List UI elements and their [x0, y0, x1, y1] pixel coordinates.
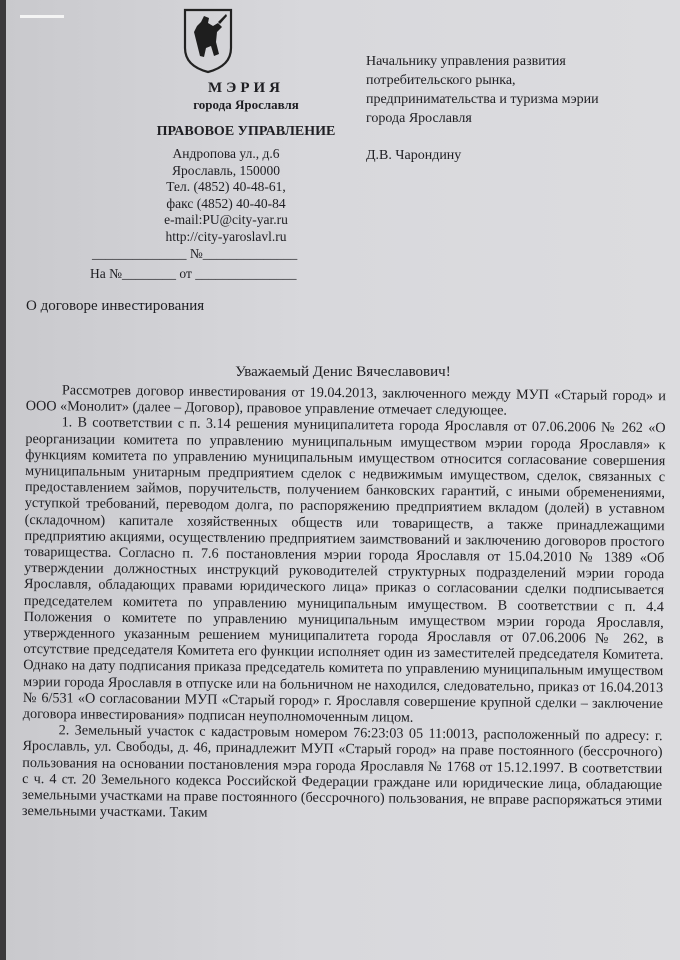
city-name: города Ярославля [193, 97, 299, 112]
recipient-line: потребительского рынка, [366, 73, 516, 88]
fax-line: факс (4852) 40-40-84 [166, 195, 286, 211]
address-line: Ярославль, 150000 [172, 162, 280, 178]
letter-sheet [6, 0, 680, 960]
mayor-office-title: МЭРИЯ [208, 80, 284, 96]
recipient-line: Начальнику управления развития [366, 54, 566, 69]
city-coat-of-arms-icon [182, 8, 234, 74]
outgoing-number-line: ______________ №______________ [92, 246, 298, 261]
website-line: http://city-yaroslavl.ru [165, 228, 287, 244]
top-edge-mark [20, 15, 64, 18]
letter-body [22, 382, 666, 826]
recipient-block [366, 52, 666, 165]
email-line: e-mail:PU@city-yar.ru [164, 212, 288, 227]
address-line: Андропова ул., д.6 [172, 146, 280, 161]
point-2-paragraph: 2. Земельный участок с кадастровым номером 76:23:03 05 11:0013, расположенный по адресу: г. Ярославль, ул. Свободы, д. 46, принадлежит МУП «Старый город» на праве постоянного (бессрочного) пользования на основании постановления мэра города Ярославля № 1768 от 15.12.1997. В соответствии с ч. 4 ст. 20 Земельного кодекса Российской Федерации граждане или юридические лица, обладающие земельными участками на праве постоянного (бессрочного) пользования, не вправе распоряжаться этими земельными участками. Таким [21, 722, 663, 822]
sender-address [126, 146, 326, 245]
intro-paragraph: Рассмотрев договор инвестирования от 19.04.2013, заключенного между МУП «Старый город» и ООО «Монолит» (далее – Договор), правовое управление отмечает следующее. [25, 382, 666, 419]
phone-line: Тел. (4852) 40-48-61, [166, 179, 286, 194]
letter-subject: О договоре инвестирования [26, 298, 205, 314]
reply-reference-line: На №________ от _______________ [90, 266, 297, 281]
recipient-line: города Ярославля [366, 111, 472, 126]
greeting: Уважаемый Денис Вячеславович! [235, 364, 451, 380]
sender-block [86, 80, 406, 141]
point-1-paragraph: 1. В соответствии с п. 3.14 решения муниципалитета города Ярославля от 07.06.2006 № 262 «О реорганизации комитета по управлению муниципальным имуществом мэрии города Ярославля» к функциям комитета по управлению муниципальным имуществом относится согласование совершения муниципальным унитарным предприятием сделок с недвижимым имуществом, сделок, связанных с предоставлением займов, поручительств, получением банковских гарантий, с иными обременениями, уступкой требований, переводом долга, по распоряжению предприятием вкладом (долей) в уставном (складочном) капитале хозяйственных обществ или товариществ, а также принадлежащими предприятию акциями, осуществлению предприятием заимствований и заключению договоров простого товарищества. Согласно п. 7.6 постановления мэрии города Ярославля от 15.04.2010 № 1389 «Об утверждении должностных инструкций руководителей структурных подразделений мэрии города Ярославля, обладающих правами юридического лица» приказ о согласовании сделки подписывается председателем комитета по управлению муниципальным имуществом. В соответствии с п. 4.4 Положения о комитете по управлению муниципальным имуществом мэрии города Ярославля, утвержденного указанным решением муниципалитета города Ярославля от 07.06.2006 № 262, в отсутствие председателя Комитета его функции исполняет один из заместителей председателя Комитета. Однако на дату подписания приказа председатель комитета по управлению муниципальным имуществом мэрии города Ярославля в отпуске или на больничном не находился, следовательно, приказ от 16.04.2013 № 6/531 «О согласовании МУП «Старый город» г. Ярославля совершение крупной сделки – заключение договора инвестирования» подписан неуполномоченным лицом. [22, 414, 666, 726]
recipient-line: предпринимательства и туризма мэрии [366, 92, 599, 107]
department-name: ПРАВОВОЕ УПРАВЛЕНИЕ [156, 124, 336, 139]
recipient-name: Д.В. Чарондину [366, 148, 462, 163]
